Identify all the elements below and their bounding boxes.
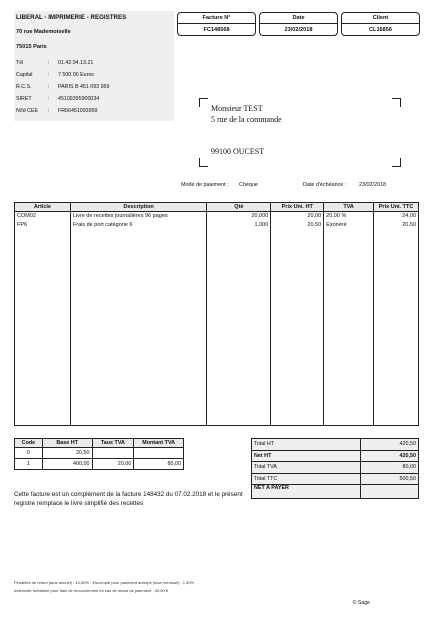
due-date-value: 23/02/2018 (359, 182, 386, 188)
detail-value: 01.42.94.13.21 (58, 60, 94, 66)
column-header-tva-amount: Montant TVA (134, 439, 184, 448)
cell-price-ht: 20,00 (271, 212, 324, 222)
cell-price-ttc: 20,50 (374, 221, 419, 230)
client-code-label: Client (342, 13, 419, 24)
detail-separator: : (48, 96, 50, 102)
invoice-note: Cette facture est un complément de la facture 148432 du 07.02.2018 et le présent registre remplace le livre simplifié des recettes (14, 491, 243, 507)
company-detail-vat-id (16, 108, 97, 114)
invoice-date-box (259, 12, 338, 36)
totals-table (251, 438, 419, 499)
detail-value: PARIS B 451 093 959 (58, 84, 110, 90)
cell-tva: Exonéré (324, 221, 374, 230)
column-header-qty: Qté (207, 203, 271, 212)
company-detail-rcs (16, 84, 109, 90)
column-header-base-ht: Base HT (42, 439, 92, 448)
total-ht-row (252, 439, 419, 451)
cell-base: 20,50 (42, 448, 92, 459)
total-value: 420,50 (361, 450, 419, 462)
cell-rate: 20,00 (92, 459, 134, 470)
company-address-line2: 75015 Paris (16, 44, 47, 50)
detail-label: N/Id CEE (16, 108, 39, 114)
cell-rate (92, 448, 134, 459)
cell-qty: 20,000 (207, 212, 271, 222)
column-header-code: Code (15, 439, 43, 448)
cell-description: Livre de recettes journalières 96 pages (70, 212, 207, 222)
table-row (15, 459, 184, 470)
detail-value: 7 500.00 Euros (58, 72, 94, 78)
company-name: LIBERAL - IMPRIMERIE - REGISTRES (16, 14, 127, 21)
table-header-row (15, 203, 419, 212)
total-label: Net HT (252, 450, 361, 462)
table-row (15, 448, 184, 459)
invoice-number-value: FC148568 (203, 27, 230, 33)
invoice-number-box (177, 12, 256, 36)
recipient-city: 99100 OUCEST (211, 147, 265, 156)
column-header-article: Article (15, 203, 71, 212)
invoice-date-value: 23/02/2018 (284, 27, 313, 33)
column-header-price-ttc: Prix Uni. TTC (374, 203, 419, 212)
detail-value: 45109395900034 (58, 96, 100, 102)
invoice-number-label: Facture N° (178, 13, 255, 24)
detail-label: Capital (16, 72, 33, 78)
address-window-corner-top-left (199, 98, 208, 107)
cell-amount (134, 448, 184, 459)
table-filler-row (15, 230, 419, 426)
company-detail-capital (16, 72, 94, 78)
total-label: NET A PAYER (252, 485, 361, 499)
total-label: Total TVA (252, 462, 361, 474)
table-row (15, 221, 419, 230)
cell-article: COM02 (15, 212, 71, 222)
recipient-name: Monsieur TEST (211, 104, 263, 113)
due-date-label: Date d'échéance : (303, 182, 347, 188)
cell-price-ht: 20,50 (271, 221, 324, 230)
client-code-box (341, 12, 420, 36)
tva-summary-table (14, 438, 184, 470)
total-ttc-row (252, 473, 419, 485)
sage-brand-mark: © Sage (352, 600, 370, 606)
cell-price-ttc: 24,00 (374, 212, 419, 222)
address-window-corner-bottom-right (392, 158, 401, 167)
footer-recovery-fee-text: Indemnité forfaitaire pour frais de recouvrement en cas de retard de paiement : 40,00 € (14, 588, 169, 593)
detail-separator: : (48, 60, 50, 66)
total-value: 500,50 (361, 473, 419, 485)
cell-qty: 1,000 (207, 221, 271, 230)
recipient-street: 5 rue de la commande (211, 115, 282, 124)
cell-tva: 20,00 % (324, 212, 374, 222)
payment-mode-label: Mode de paiement : (181, 182, 229, 188)
cell-base: 400,00 (42, 459, 92, 470)
total-tva-row (252, 462, 419, 474)
footer-penalties-text: Pénalités de retard (taux annuel) : 10,50% - Escompte pour paiement anticipé (taux mensuel) : 1,50% (14, 580, 195, 585)
net-to-pay-row (252, 485, 419, 499)
total-value: 420,50 (361, 439, 419, 451)
cell-article: FP6 (15, 221, 71, 230)
cell-code: 0 (15, 448, 43, 459)
detail-label: R.C.S. (16, 84, 32, 90)
table-header-row (15, 439, 184, 448)
detail-separator: : (48, 108, 50, 114)
column-header-tva-rate: Taux TVA (92, 439, 134, 448)
company-detail-siret (16, 96, 99, 102)
company-detail-phone (16, 60, 93, 66)
detail-value: FR66451093959 (58, 108, 98, 114)
detail-label: Tél (16, 60, 24, 66)
total-label: Total TTC (252, 473, 361, 485)
cell-description: Frais de port catégorie 6 (70, 221, 207, 230)
total-value (361, 485, 419, 499)
detail-separator: : (48, 72, 50, 78)
detail-label: SIRET (16, 96, 32, 102)
column-header-tva: TVA (324, 203, 374, 212)
payment-mode-value: Chèque (239, 182, 258, 188)
detail-separator: : (48, 84, 50, 90)
cell-amount: 80,00 (134, 459, 184, 470)
invoice-date-label: Date (260, 13, 337, 24)
total-value: 80,00 (361, 462, 419, 474)
cell-code: 1 (15, 459, 43, 470)
invoice-lines-table (14, 202, 419, 426)
company-info-block (14, 11, 174, 121)
column-header-price-ht: Prix Uni. HT (271, 203, 324, 212)
address-window-corner-bottom-left (199, 158, 208, 167)
net-ht-row (252, 450, 419, 462)
table-row (15, 212, 419, 222)
column-header-description: Description (70, 203, 207, 212)
client-code-value: CL16856 (368, 27, 392, 33)
address-window-corner-top-right (392, 98, 401, 107)
total-label: Total HT (252, 439, 361, 451)
company-address-line1: 70 rue Mademoiselle (16, 29, 71, 35)
